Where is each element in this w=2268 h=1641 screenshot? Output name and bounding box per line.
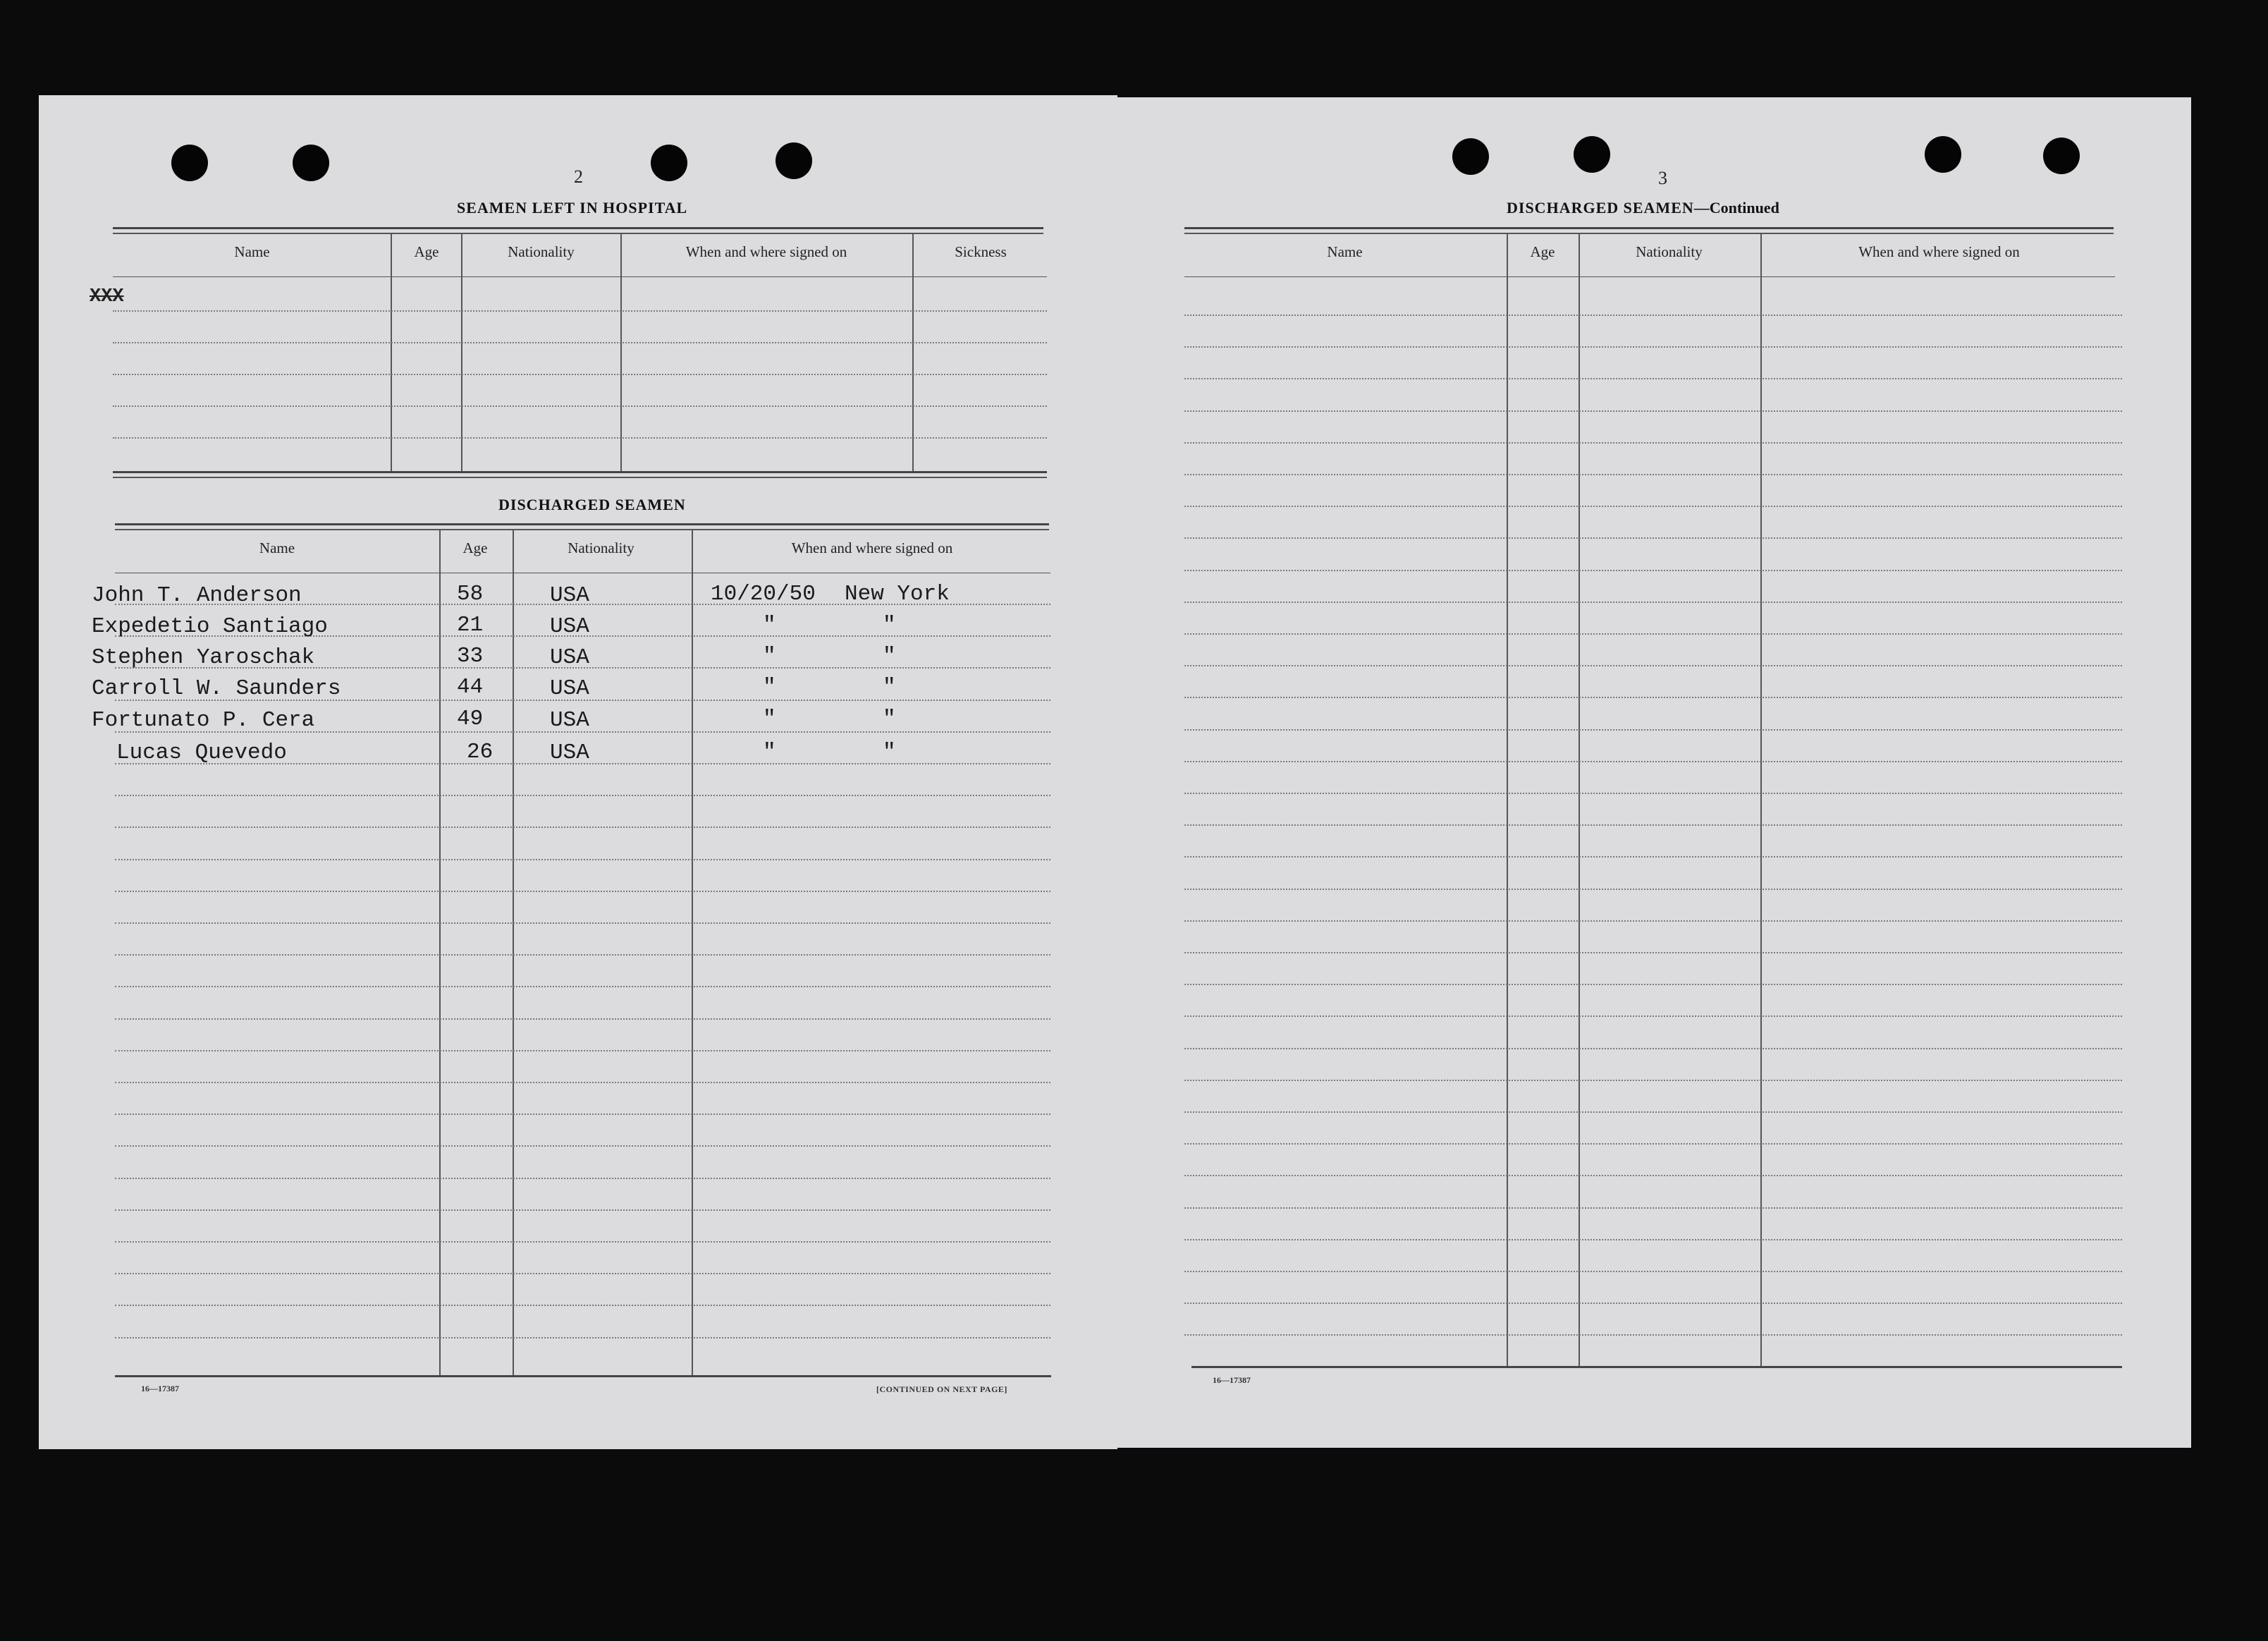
ruled-row-line [1184, 346, 2122, 348]
punch-hole [776, 142, 812, 179]
ruled-row-line [1184, 570, 2122, 571]
ruled-row-line [1184, 1334, 2122, 1336]
hospital-bottom-rule [113, 471, 1047, 473]
hospital-col-name: Name [234, 243, 270, 260]
ruled-row-line [115, 1337, 1050, 1338]
ruled-row-line [115, 1145, 1050, 1147]
ruled-row-line [115, 1305, 1050, 1306]
hospital-row-line [113, 374, 1047, 375]
ruled-row-line [115, 891, 1050, 892]
ruled-row-line [115, 1209, 1050, 1211]
punch-hole [171, 145, 208, 181]
signed-on-date: " [763, 644, 776, 669]
page-number: 2 [574, 166, 583, 187]
discharged-col-divider [439, 530, 441, 1375]
punch-hole [1452, 138, 1489, 175]
right-bottom-rule [1191, 1366, 2122, 1368]
crossed-out-mark: XXX [90, 286, 124, 307]
ruled-row-line [1184, 952, 2122, 953]
seaman-nationality: USA [550, 740, 589, 765]
seaman-nationality: USA [550, 645, 589, 670]
hospital-top-rule [113, 227, 1043, 229]
ruled-row-line [1184, 1143, 2122, 1145]
ruled-row-line [115, 859, 1050, 860]
discharged-col-when-where: When and where signed on [791, 539, 953, 556]
right-col-name: Name [1327, 243, 1363, 260]
signed-on-place: New York [845, 582, 950, 606]
hospital-row-line [113, 310, 1047, 312]
title-main: DISCHARGED SEAMEN [1507, 199, 1694, 216]
hospital-row-line [113, 437, 1047, 439]
ruled-row-line [1184, 793, 2122, 794]
discharged-top-rule-2 [115, 529, 1049, 530]
right-header-rule [1184, 276, 2115, 277]
punch-hole [1925, 136, 1961, 173]
ruled-row-line [115, 1241, 1050, 1243]
seaman-name: Lucas Quevedo [116, 740, 287, 765]
seaman-name: John T. Anderson [92, 583, 302, 608]
punch-hole [1574, 136, 1610, 173]
hospital-section-title: SEAMEN LEFT IN HOSPITAL [457, 199, 688, 216]
discharged-col-divider [513, 530, 514, 1375]
seaman-name: Fortunato P. Cera [92, 708, 315, 733]
ruled-row-line [115, 795, 1050, 796]
discharged-col-name: Name [259, 539, 295, 556]
title-suffix: —Continued [1693, 199, 1779, 216]
ruled-row-line [1184, 697, 2122, 698]
ruled-row-line [1184, 920, 2122, 922]
ruled-row-line [1184, 665, 2122, 666]
ruled-row-line [1184, 1207, 2122, 1209]
hospital-row-line [113, 342, 1047, 343]
signed-on-place: " [883, 707, 896, 731]
ruled-row-line [1184, 315, 2122, 316]
seaman-age: 58 [457, 582, 484, 606]
ruled-row-line [1184, 1048, 2122, 1049]
discharged-continued-title [1507, 199, 1779, 217]
ruled-row-line [1184, 984, 2122, 985]
ruled-row-line [115, 826, 1050, 828]
discharged-bottom-rule [115, 1375, 1051, 1377]
right-col-age: Age [1530, 243, 1555, 260]
hospital-header-rule [113, 276, 1047, 277]
seaman-age: 21 [457, 613, 484, 638]
hospital-row-line [113, 405, 1047, 407]
seaman-name: Carroll W. Saunders [92, 676, 341, 701]
ruled-row-line [1184, 474, 2122, 475]
hospital-col-nationality: Nationality [508, 243, 575, 260]
seaman-age: 49 [457, 707, 484, 731]
continued-note: [CONTINUED ON NEXT PAGE] [876, 1384, 1007, 1394]
ruled-row-line [1184, 889, 2122, 890]
signed-on-place: " [883, 613, 896, 638]
discharged-col-nationality: Nationality [568, 539, 635, 556]
discharged-section-title: DISCHARGED SEAMEN [498, 496, 686, 513]
ruled-row-line [1184, 410, 2122, 412]
punch-hole [2043, 138, 2080, 174]
right-top-rule [1184, 227, 2114, 229]
ruled-row-line [115, 1050, 1050, 1051]
ruled-row-line [115, 986, 1050, 987]
ruled-row-line [115, 1114, 1050, 1115]
ruled-row-line [1184, 1239, 2122, 1240]
ruled-row-line [1184, 1080, 2122, 1081]
form-number: 16—17387 [1213, 1375, 1251, 1385]
right-top-rule-2 [1184, 233, 2114, 234]
seaman-age: 26 [467, 740, 494, 764]
signed-on-date: " [763, 675, 776, 700]
discharged-top-rule [115, 523, 1049, 525]
punch-hole [651, 145, 687, 181]
signed-on-place: " [883, 644, 896, 669]
signed-on-place: " [883, 740, 896, 764]
hospital-col-sickness: Sickness [955, 243, 1007, 260]
ruled-row-line [115, 1178, 1050, 1179]
seaman-name: Expedetio Santiago [92, 614, 328, 639]
signed-on-date: " [763, 613, 776, 638]
punch-hole [293, 145, 329, 181]
hospital-top-rule-2 [113, 233, 1043, 234]
seaman-name: Stephen Yaroschak [92, 645, 315, 670]
ruled-row-line [115, 1018, 1050, 1020]
signed-on-date: " [763, 740, 776, 764]
hospital-col-when-where: When and where signed on [685, 243, 847, 260]
ruled-row-line [1184, 1271, 2122, 1272]
seaman-age: 33 [457, 644, 484, 669]
ruled-row-line [115, 1273, 1050, 1274]
ruled-row-line [1184, 602, 2122, 603]
ruled-row-line [1184, 729, 2122, 731]
left-page [39, 95, 1117, 1449]
right-col-divider [1579, 234, 1580, 1366]
seaman-nationality: USA [550, 583, 589, 608]
ruled-row-line [115, 1082, 1050, 1083]
ruled-row-line [1184, 1111, 2122, 1113]
ruled-row-line [1184, 824, 2122, 826]
ruled-row-line [1184, 1303, 2122, 1304]
signed-on-date: 10/20/50 [711, 582, 816, 606]
seaman-nationality: USA [550, 708, 589, 733]
ruled-row-line [1184, 442, 2122, 444]
signed-on-date: " [763, 707, 776, 731]
right-col-nationality: Nationality [1636, 243, 1703, 260]
discharged-col-age: Age [462, 539, 488, 556]
signed-on-place: " [883, 675, 896, 700]
right-col-when-where: When and where signed on [1858, 243, 2020, 260]
form-number: 16—17387 [141, 1384, 179, 1393]
seaman-nationality: USA [550, 676, 589, 701]
page-number: 3 [1658, 168, 1667, 188]
discharged-col-divider [692, 530, 693, 1375]
ruled-row-line [1184, 1175, 2122, 1176]
right-col-divider [1507, 234, 1508, 1366]
hospital-col-age: Age [414, 243, 439, 260]
ruled-row-line [1184, 506, 2122, 507]
ruled-row-line [1184, 856, 2122, 858]
ruled-row-line [115, 954, 1050, 956]
ruled-row-line [1184, 378, 2122, 379]
hospital-bottom-rule-2 [113, 477, 1047, 478]
seaman-nationality: USA [550, 614, 589, 639]
right-page [1114, 97, 2191, 1448]
ruled-row-line [1184, 633, 2122, 635]
ruled-row-line [115, 922, 1050, 924]
ruled-row-line [1184, 537, 2122, 539]
ruled-row-line [1184, 1015, 2122, 1017]
right-col-divider [1760, 234, 1762, 1366]
seaman-age: 44 [457, 675, 484, 700]
ruled-row-line [1184, 761, 2122, 762]
